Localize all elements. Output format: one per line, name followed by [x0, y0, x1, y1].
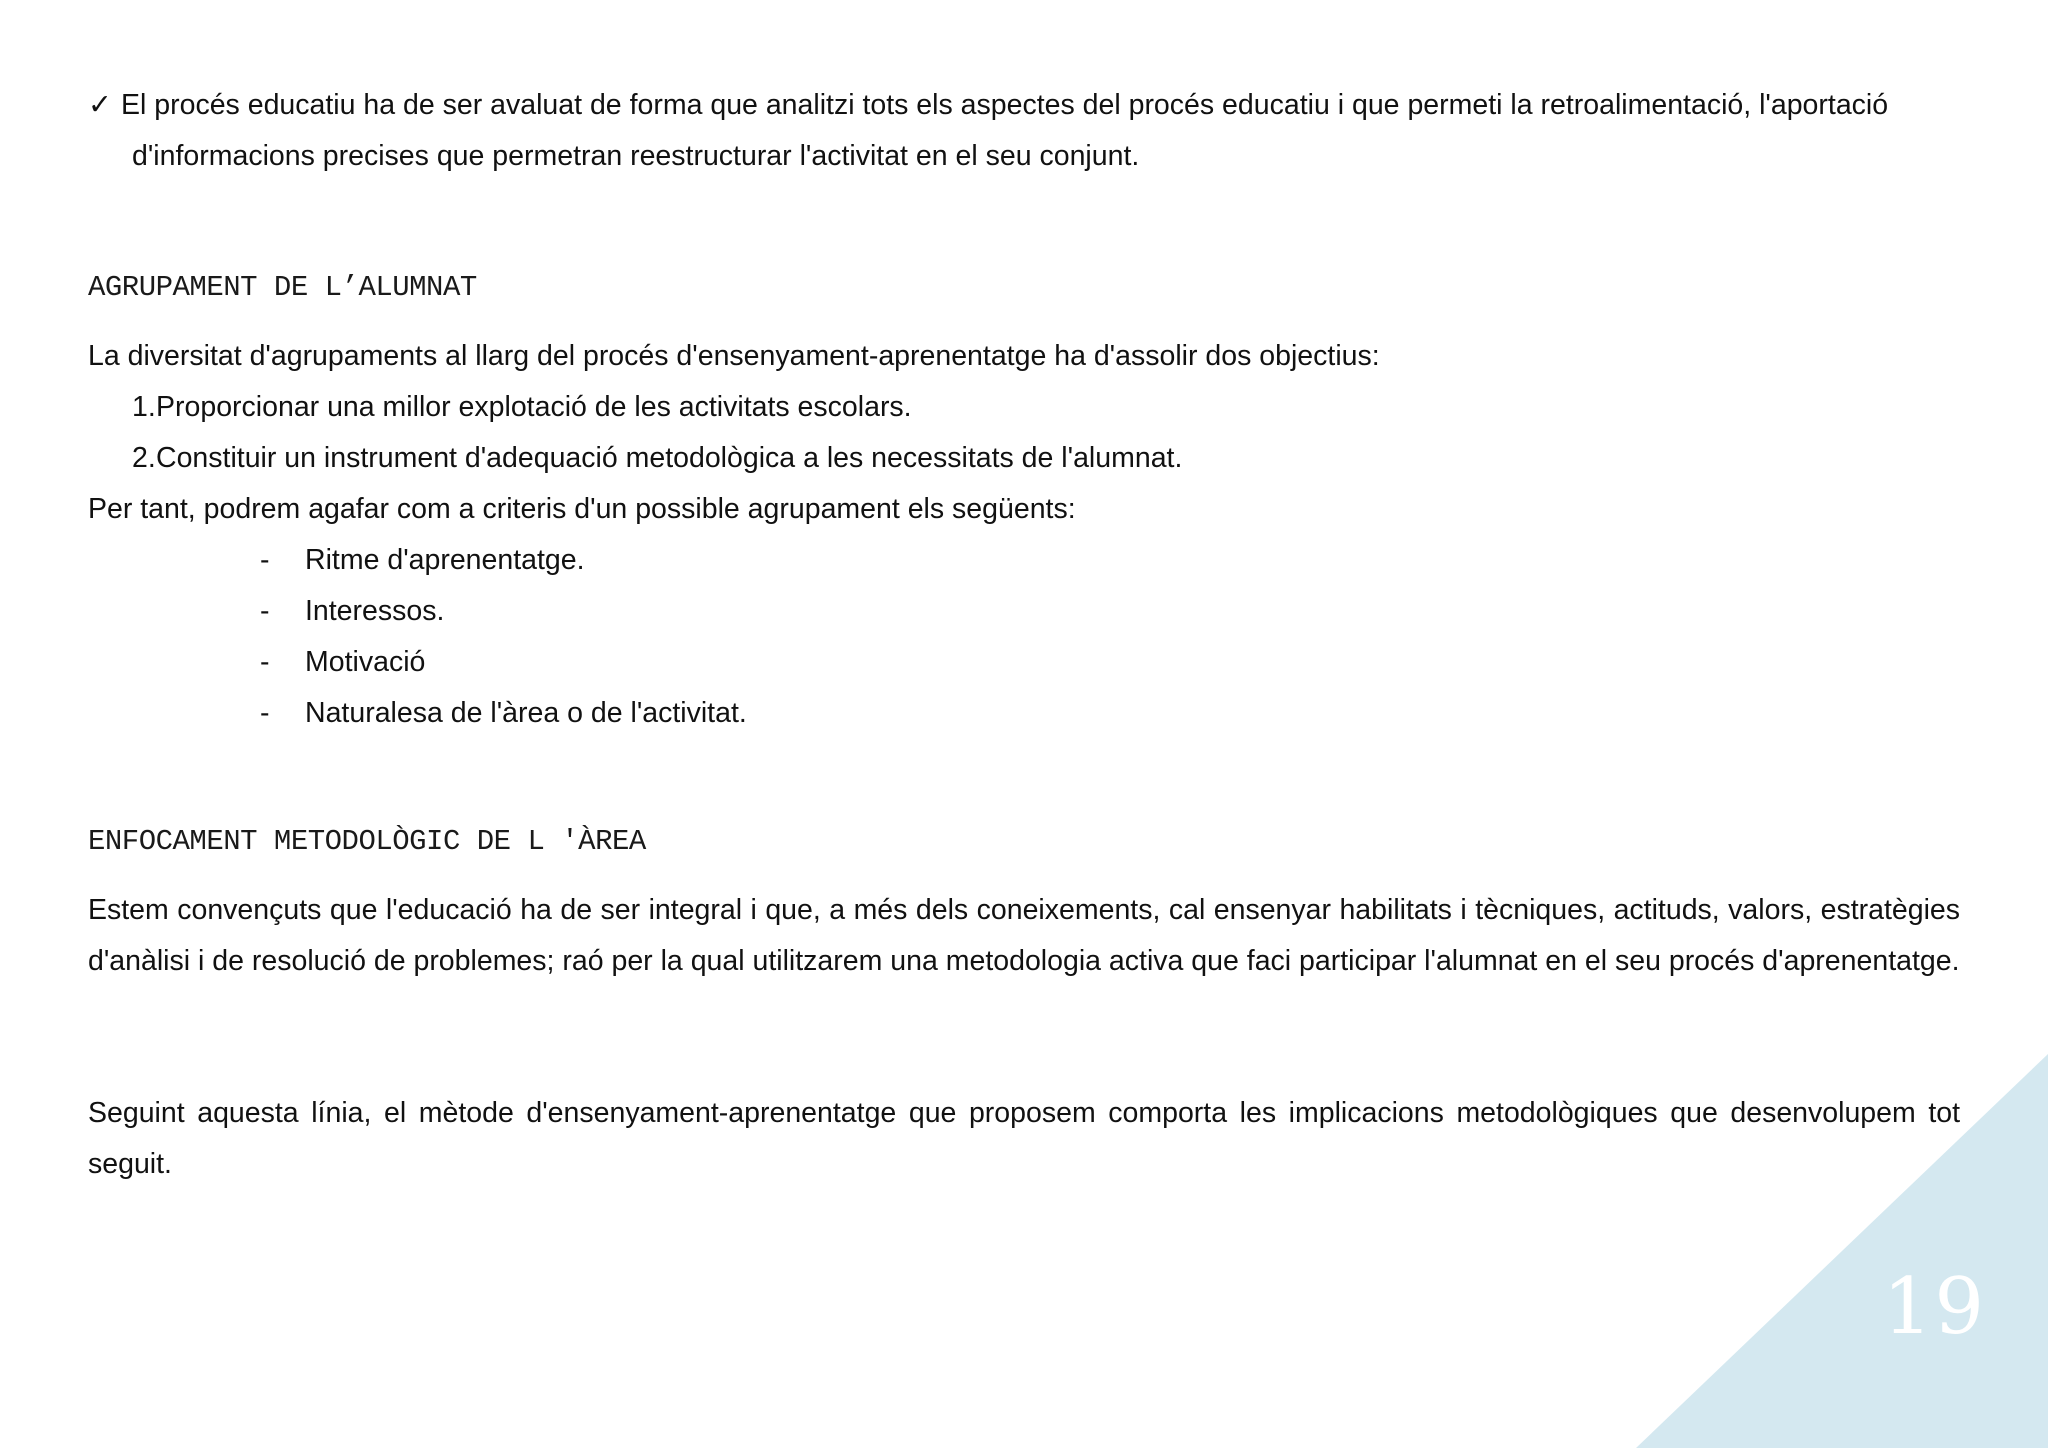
section-heading-enfocament: ENFOCAMENT METODOLÒGIC DE L 'ÀREA: [88, 825, 646, 858]
dash-bullet-icon: -: [260, 646, 270, 678]
numbered-item-number: 2.: [132, 442, 156, 474]
criteria-text: Interessos.: [305, 595, 445, 627]
corner-triangle: [1636, 1054, 2048, 1448]
page-number: 19: [1882, 1262, 1986, 1352]
numbered-item-1: [88, 382, 1960, 433]
agrupament-intro: La diversitat d'agrupaments al llarg del procés d'ensenyament-aprenentatge ha d'assolir dos objectius:: [88, 340, 1380, 372]
checklist-item: [88, 80, 1960, 182]
criteria-text: Motivació: [305, 646, 426, 678]
dash-bullet-icon: -: [260, 595, 270, 627]
criteria-list-item: [88, 535, 1960, 586]
checkmark-icon: ✓: [88, 89, 112, 121]
criteria-list-item: [88, 586, 1960, 637]
numbered-item-text: Proporcionar una millor explotació de les activitats escolars.: [156, 391, 912, 423]
criteria-text: Naturalesa de l'àrea o de l'activitat.: [305, 697, 747, 729]
corner-decoration: [1636, 1054, 2048, 1448]
dash-bullet-icon: -: [260, 697, 270, 729]
checklist-item-line1: El procés educatiu ha de ser avaluat de forma que analitzi tots els aspectes del procés educatiu i que permeti la retroalimentació, l'aportació: [121, 89, 1889, 121]
enfocament-paragraph-2: Seguint aquesta línia, el mètode d'ensenyament-aprenentatge que proposem comporta les implicacions metodològiques que desenvolupem tot seguit.: [88, 1097, 1960, 1180]
checklist-item-line2: d'informacions precises que permetran reestructurar l'activitat en el seu conjunt.: [132, 140, 1140, 172]
numbered-item-2: [88, 433, 1960, 484]
enfocament-paragraph-1: Estem convençuts que l'educació ha de ser integral i que, a més dels coneixements, cal ensenyar habilitats i tècniques, actituds, valors, estratègies d'anàlisi i de resolució de problemes; raó per la qual utilitzarem una metodologia activa que faci participar l'alumnat en el seu procés d'aprenentatge.: [88, 894, 1960, 977]
criteria-list-item: [88, 688, 1960, 739]
numbered-item-number: 1.: [132, 391, 156, 423]
dash-bullet-icon: -: [260, 544, 270, 576]
criteria-list-item: [88, 637, 1960, 688]
criteria-text: Ritme d'aprenentatge.: [305, 544, 585, 576]
section-heading-agrupament: AGRUPAMENT DE L’ALUMNAT: [88, 271, 477, 304]
criteria-intro: Per tant, podrem agafar com a criteris d'un possible agrupament els següents:: [88, 493, 1076, 525]
numbered-item-text: Constituir un instrument d'adequació metodològica a les necessitats de l'alumnat.: [156, 442, 1183, 474]
section-agrupament-body: [88, 331, 1960, 739]
